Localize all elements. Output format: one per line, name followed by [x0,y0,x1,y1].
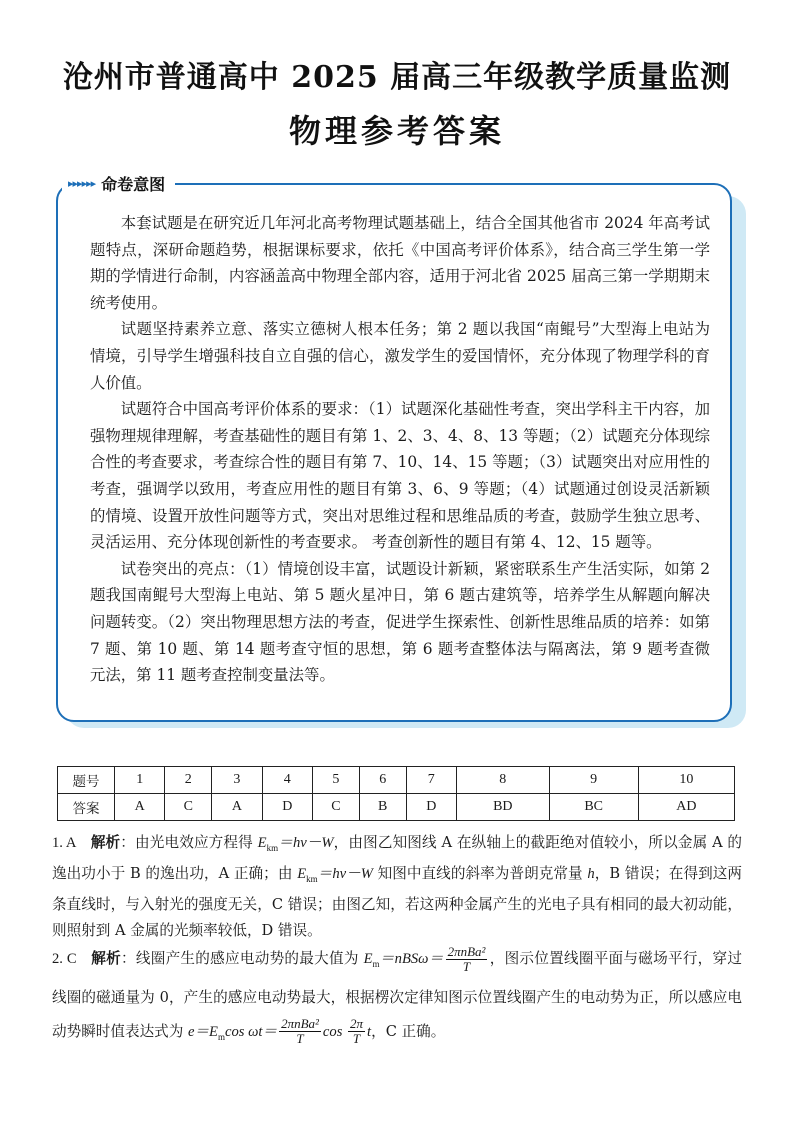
formula: t [367,1023,372,1040]
solution-number: 1. A [52,835,77,851]
solution-keyword: 解析 [91,950,122,967]
solution-text: ，由图乙知图线 A 在纵轴上的截距绝对值较小，所以金属 A 的逸出功小于 B 的逸出功，A 正确；由 [52,834,743,882]
intro-paragraph: 本套试题是在研究近几年河北高考物理试题基础上，结合全国其他省市 2024 年高考试题特点，深研命题趋势，根据课标要求，依托《中国高考评价体系》，结合高三学生第一学期的学情进行命制，内容涵盖高中物理全部内容，适用于河北省 2025 届高三第一学期期末统考使用。 [90,214,710,312]
table-cell: 5 [312,767,359,794]
solution-text: ，B 错误；在得到这两条直线时，与入射光的强度无关，C 错误；由图乙知，若这两种金属产生的光电子具有相同的最大初动能，则照射到 A 金属的光频率较低，D 错误。 [52,864,742,939]
table-cell: 8 [456,767,549,794]
page-subtitle: 物理参考答案 [288,112,505,150]
solution-1 [52,830,742,944]
table-header-cell: 题号 [58,767,115,794]
table-header-cell: 答案 [58,794,115,821]
intro-paragraph: 试题符合中国高考评价体系的要求：（1）试题深化基础性考查，突出学科主干内容，加强物理规律理解，考查基础性的题目有第 1、2、3、4、8、13 等题；（2）试题充分体现综合性的考查要求，考查综合性的题目有第 7、10、14、15 等题；（3）试题突出对应用性的考查，强调学以致用，考查应用性的题目有第 3、6、9 等题；（4）试题通过创设灵活新颖的情境、设置开放性问题等方式，突出对思维过程和思维品质的考查，鼓励学生独立思考、灵活运用、充分体现创新性的考查要求。 考查创新性的题目有第 4、12、15 题等。 [90,400,710,552]
solution-2 [52,942,742,1054]
solution-text: ，C 正确。 [371,1022,446,1040]
solution-text: 知图中直线的斜率为普朗克常量 [372,864,588,882]
table-cell: BC [549,794,638,821]
formula: $E_m=nBS\omega=$ [363,951,444,969]
formula: $e=E_m\cos$ ωt＝ [187,1023,278,1042]
table-cell: A [115,794,165,821]
page-title: 沧州市普通高中 2025 届高三年级教学质量监测 [62,60,732,95]
solution-text: ：由光电效应方程得 [120,834,258,851]
table-cell: D [406,794,456,821]
solution-number: 2. C [52,951,77,967]
table-cell: 4 [262,767,312,794]
table-cell: 2 [165,767,212,794]
table-cell: C [312,794,359,821]
solution-keyword: 解析 [90,834,121,851]
intro-paragraph: 试卷突出的亮点：（1）情境创设丰富，试题设计新颖，紧密联系生产生活实际，如第 2 题我国南鲲号大型海上电站、第 5 题火星冲日，第 6 题古建筑等，培养学生从解题向解决问题转变。（2）突出物理思想方法的考查，促进学生探索性、创新性思维品质的培养：如第 7 题、第 10 题、第 14 题考查守恒的思想，第 6 题考查整体法与隔离法，第 9 题考查微元法，第 11 题考查控制变量法等。 [90,559,710,685]
fraction: $\frac{2\pi}{T}$ [350,1016,364,1047]
intro-paragraph: 试题坚持素养立意、落实立德树人根本任务；第 2 题以我国“南鲲号”大型海上电站为情境，引导学生增强科技自立自强的信心，激发学生的爱国情怀，充分体现了物理学科的育人价值。 [90,320,710,392]
formula: $E_{km}=h\nu-W$ [297,865,373,884]
table-cell: 7 [406,767,456,794]
solution-text: ，图示位置线圈平面与磁场平行，穿过线圈的磁通量为 0，产生的感应电动势最大，根据楞次定律知图示位置线圈产生的电动势为正，所以感应电动势瞬时值表达式为 [52,950,742,1040]
intro-text [90,210,710,689]
table-cell: 1 [115,767,165,794]
table-cell: C [165,794,212,821]
table-cell: B [359,794,406,821]
arrow-icon: ▸▸▸▸▸▸ [68,177,96,190]
table-row [58,794,735,821]
fraction: $\frac{\text{2πnBa²}}{T}$ [281,1016,319,1047]
fraction: $\frac{\text{2πnBa²}}{T}$ [447,943,486,974]
table-cell: 10 [638,767,734,794]
table-cell: 6 [359,767,406,794]
intro-tag [62,172,175,195]
table-cell: BD [456,794,549,821]
table-cell: 9 [549,767,638,794]
formula: h [587,865,595,882]
table-cell: D [262,794,312,821]
table-cell: A [212,794,262,821]
solution-text: ：线圈产生的感应电动势的最大值为 [121,950,364,967]
table-row [58,767,735,794]
table-cell: 3 [212,767,262,794]
formula: $E_{km}=h\nu-W$ [257,835,334,853]
intro-tag-label: 命卷意图 [101,175,166,194]
table-cell: AD [638,794,734,821]
answer-table [57,766,735,821]
formula: cos [322,1023,347,1040]
